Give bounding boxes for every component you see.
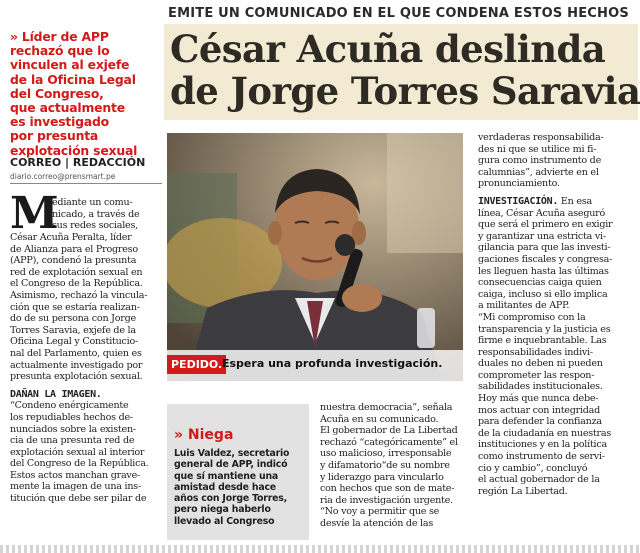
kicker: EMITE UN COMUNICADO EN EL QUE CONDENA ESTOS HECHOS [168, 6, 629, 21]
text-line: de Alianza para el Progreso [10, 243, 138, 255]
text-line: verdaderas responsabilida- [478, 132, 604, 143]
deck-line: es investigado [10, 114, 109, 130]
text-line: que sí mantiene una [174, 470, 279, 482]
text-line: desvíe la atención de las [320, 517, 434, 529]
text-line: presunta explotación sexual. [10, 371, 143, 383]
text-line: Estos actos manchan grave- [10, 469, 141, 481]
text-line: como instrumento de servi- [478, 451, 605, 463]
text-line: ria de investigación urgente. [320, 494, 453, 506]
text-line: consecuencias caiga quien [478, 277, 602, 289]
deck-line: que actualmente [10, 100, 125, 116]
text-line: “Mi compromiso con la [478, 311, 586, 323]
text-line: ción que se estaría realizan- [10, 301, 140, 313]
divider [10, 183, 162, 184]
text-line: pero niega haberlo [174, 504, 271, 516]
column-2-body [320, 402, 466, 530]
sidebar-box-title: » Niega [174, 427, 234, 443]
text-line: do de su persona con Jorge [10, 313, 136, 325]
text-line: César Acuña Peralta, líder [10, 232, 132, 243]
text-line: y liderazgo para vincularlo [320, 471, 444, 483]
text-line: ediante un comu- [52, 197, 133, 208]
subhead-line [478, 196, 632, 208]
text-line: caiga, incluso si ello implica [478, 288, 608, 300]
text-line: El gobernador de La Libertad [320, 425, 458, 437]
text-line: Asimismo, rechazó la vincula- [10, 289, 148, 301]
text-line: nicado, a través de [52, 208, 140, 220]
subhead: INVESTIGACIÓN. [478, 195, 559, 207]
text-line: que será el primero en exigir [478, 219, 613, 231]
text-line: des ni que se utilice mi fi- [478, 143, 597, 155]
text-line: les lleguen hasta las últimas [478, 265, 609, 277]
column-1-body [10, 232, 162, 505]
deck-summary [10, 30, 162, 158]
text-line: Acuña en su comunicado. [320, 413, 439, 425]
text-line: gaciones fiscales y congresa- [478, 253, 613, 265]
text-line: pronunciamiento. [478, 178, 560, 190]
column-1-lead [52, 197, 162, 232]
text-line: “No voy a permitir que se [320, 506, 440, 518]
text-line: (APP), condenó la presunta [10, 255, 137, 267]
text-line: línea, César Acuña aseguró [478, 207, 606, 219]
text-line: Hoy más que nunca debe- [478, 393, 599, 405]
text-line: años con Jorge Torres, [174, 493, 288, 505]
text-line: Luis Valdez, secretario [174, 448, 290, 459]
text-line: calumnias”, advierte en el [478, 166, 599, 178]
headline [170, 27, 640, 113]
page-edge [0, 545, 640, 553]
headline-line: César Acuña deslinda [170, 27, 606, 71]
text-line: responsabilidades indivi- [478, 346, 593, 358]
photo-illustration [167, 133, 463, 381]
text-line: mente la imagen de una ins- [10, 481, 141, 493]
text-line: nunciados sobre la existen- [10, 423, 136, 435]
text-line: rechazó “categóricamente” el [320, 436, 458, 448]
deck-line: » Líder de APP [10, 29, 109, 44]
deck-line: explotación sexual [10, 142, 138, 158]
text-line: los repudiables hechos de- [10, 411, 133, 423]
text-line: explotación sexual al interior [10, 446, 145, 458]
text-line: el Congreso de la República. [10, 278, 143, 290]
text-line: a militantes de APP. [478, 300, 570, 312]
text-line: región La Libertad. [478, 485, 568, 497]
text-line: cia de una presunta red de [10, 435, 135, 447]
text-line: con hechos que son de mate- [320, 483, 455, 495]
author-email: diario.correo@prensmart.pe [10, 172, 116, 181]
text-line: llevado al Congreso [174, 515, 275, 527]
text-line: comprometer las respon- [478, 369, 595, 381]
text-line: mos actuar con integridad [478, 404, 601, 416]
byline: CORREO | REDACCIÓN [10, 156, 146, 169]
text-line: Oficina Legal y Constitucio- [10, 336, 139, 348]
text-line: nuestra democracia”, señala [320, 402, 453, 413]
text-line: sus redes sociales, [52, 220, 138, 232]
text-line: para defender la confianza [478, 416, 602, 428]
text-line: duales no deben ni pueden [478, 358, 603, 370]
text-line: nal del Parlamento, quien es [10, 347, 142, 359]
text-line: firme e inquebrantable. Las [478, 335, 607, 347]
text-line: uso malicioso, irresponsable [320, 448, 452, 460]
deck-line: del Congreso, [10, 85, 104, 101]
text-line: sabilidades institucionales. [478, 381, 603, 393]
caption-label: PEDIDO. [167, 355, 226, 374]
text-line: gilancia para que las investi- [478, 242, 611, 254]
text-line: gura como instrumento de [478, 155, 601, 167]
text-fragment: En esa [560, 195, 592, 207]
text-line: y difamatorio“de su nombre [320, 459, 450, 471]
text-line: cio y cambio”, concluyó [478, 462, 588, 474]
text-line: red de explotación sexual en [10, 266, 143, 278]
deck-line: vinculen al exjefe [10, 57, 130, 73]
text-line: titución que debe ser pilar de [10, 493, 147, 505]
text-line: “Condeno enérgicamente [10, 400, 129, 412]
text-line: instituciones y en la política [478, 439, 607, 451]
deck-line: rechazó que lo [10, 43, 110, 59]
deck-line: por presunta [10, 128, 99, 144]
text-line: amistad desde hace [174, 481, 276, 493]
news-photo [167, 133, 463, 381]
text-line: el actual gobernador de la [478, 474, 600, 486]
text-line: y garantizar una estricta vi- [478, 230, 606, 242]
text-line: transparencia y la justicia es [478, 323, 611, 335]
subhead: DAÑAN LA IMAGEN. [10, 388, 102, 400]
deck-line: de la Oficina Legal [10, 71, 136, 87]
text-line: del Congreso de la República. [10, 458, 149, 470]
text-line: de la ciudadanía en nuestras [478, 427, 612, 439]
sidebar-box-text [174, 448, 304, 527]
text-line: general de APP, indicó [174, 459, 288, 471]
caption-text: Espera una profunda investigación. [222, 357, 443, 370]
drop-cap: M [10, 188, 59, 239]
text-line: Torres Saravia, exjefe de la [10, 324, 136, 336]
text-line: actualmente investigado por [10, 359, 143, 371]
column-3-body [478, 132, 632, 497]
headline-line: de Jorge Torres Saravia [170, 69, 640, 113]
